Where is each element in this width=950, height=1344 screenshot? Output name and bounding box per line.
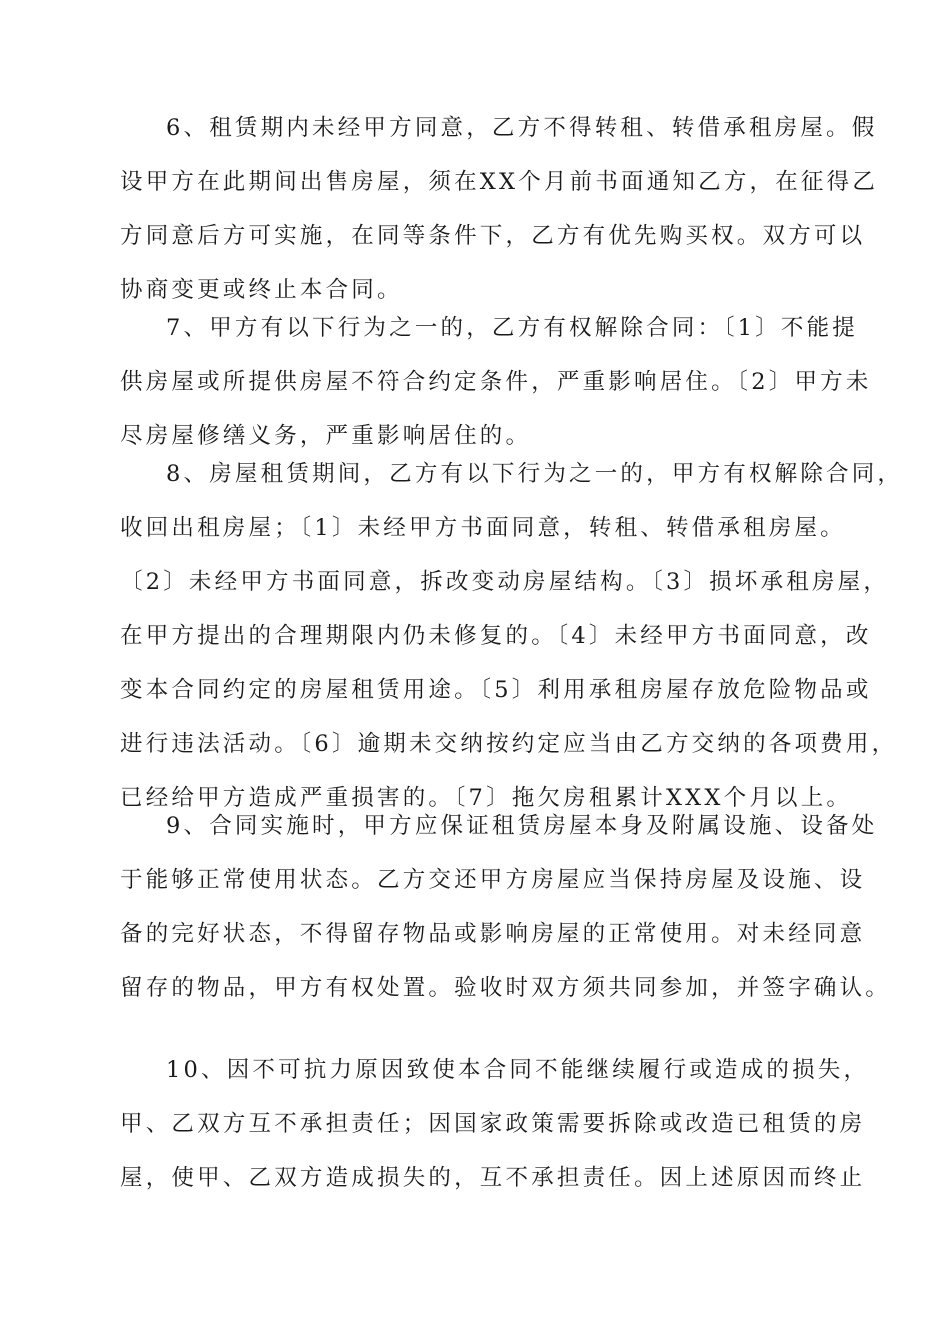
clause-10-paragraph bbox=[120, 1043, 870, 1205]
text-line: 收回出租房屋；〔1〕未经甲方书面同意，转租、转借承租房屋。 bbox=[120, 515, 846, 541]
text-line: 变本合同约定的房屋租赁用途。〔5〕利用承租房屋存放危险物品或 bbox=[120, 677, 872, 703]
text-line: 进行违法活动。〔6〕逾期未交纳按约定应当由乙方交纳的各项费用， bbox=[120, 731, 898, 757]
clause-9-paragraph bbox=[120, 799, 892, 1015]
text-line: 已经给甲方造成严重损害的。〔7〕拖欠房租累计XXX个月以上。 bbox=[120, 785, 853, 811]
text-line: 10、因不可抗力原因致使本合同不能继续履行或造成的损失， bbox=[166, 1057, 870, 1083]
text-line: 甲、乙双方互不承担责任；因国家政策需要拆除或改造已租赁的房 bbox=[120, 1111, 866, 1137]
text-line: 8、房屋租赁期间，乙方有以下行为之一的，甲方有权解除合同， bbox=[166, 461, 904, 487]
text-line: 设甲方在此期间出售房屋，须在XX个月前书面通知乙方，在征得乙 bbox=[120, 169, 879, 195]
text-line: 留存的物品，甲方有权处置。验收时双方须共同参加，并签字确认。 bbox=[120, 975, 892, 1001]
text-line: 屋，使甲、乙双方造成损失的，互不承担责任。因上述原因而终止 bbox=[120, 1165, 866, 1191]
text-line: 方同意后方可实施，在同等条件下，乙方有优先购买权。双方可以 bbox=[120, 223, 866, 249]
text-line: 尽房屋修缮义务，严重影响居住的。 bbox=[120, 423, 532, 449]
text-line: 于能够正常使用状态。乙方交还甲方房屋应当保持房屋及设施、设 bbox=[120, 867, 866, 893]
text-line: 供房屋或所提供房屋不符合约定条件，严重影响居住。〔2〕甲方未 bbox=[120, 369, 872, 395]
text-line: 9、合同实施时，甲方应保证租赁房屋本身及附属设施、设备处 bbox=[166, 813, 878, 839]
text-line: 〔2〕未经甲方书面同意，拆改变动房屋结构。〔3〕损坏承租房屋， bbox=[120, 569, 890, 595]
text-line: 协商变更或终止本合同。 bbox=[120, 277, 403, 303]
text-line: 7、甲方有以下行为之一的，乙方有权解除合同：〔1〕不能提 bbox=[166, 315, 858, 341]
clause-6-paragraph bbox=[120, 101, 879, 317]
text-line: 备的完好状态，不得留存物品或影响房屋的正常使用。对未经同意 bbox=[120, 921, 866, 947]
clause-8-paragraph bbox=[120, 447, 904, 825]
text-line: 在甲方提出的合理期限内仍未修复的。〔4〕未经甲方书面同意，改 bbox=[120, 623, 872, 649]
text-line: 6、租赁期内未经甲方同意，乙方不得转租、转借承租房屋。假 bbox=[166, 115, 878, 141]
clause-7-paragraph bbox=[120, 301, 872, 463]
